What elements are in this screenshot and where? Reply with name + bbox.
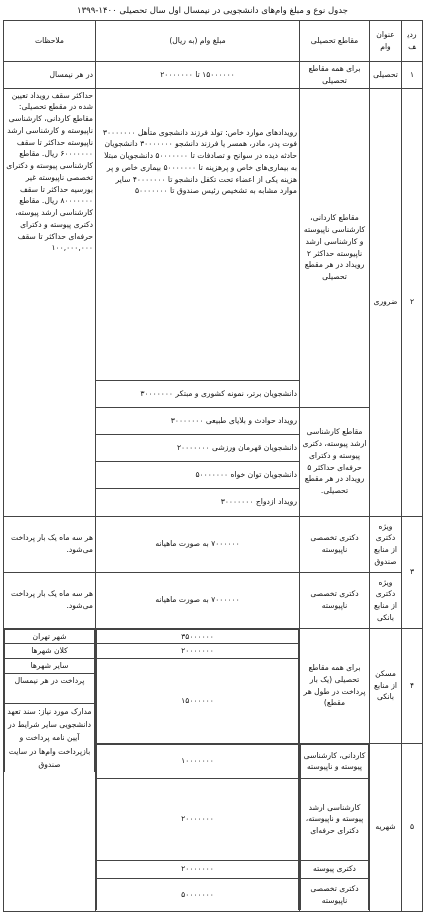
loan-title: مسکن از منابع بانکی	[370, 628, 402, 743]
level-cell: دکتری تخصصی ناپیوسته	[300, 516, 370, 572]
tuition-levels	[300, 744, 369, 911]
level-cell: دکتری تخصصی ناپیوسته	[300, 572, 370, 628]
amount-cell: ۱۵۰۰۰۰۰۰ تا ۲۰۰۰۰۰۰۰	[96, 62, 300, 89]
header-amount: مبلغ وام (به ریال)	[96, 21, 300, 62]
amount-cell: دانشجویان قهرمان ورزشی ۲۰۰۰۰۰۰۰	[96, 434, 300, 461]
level-cell: برای همه مقاطع تحصیلی	[300, 62, 370, 89]
tuition-amount: ۵۰۰۰۰۰۰۰	[97, 878, 299, 910]
note-cell: حداکثر سقف رویداد تعیین شده در مقطع تحصیلی: مقاطع کاردانی، کارشناسی ناپیوسته و کارشناسی ارشد ناپیوسته حداکثر تا سقف ۶۰۰۰۰۰۰۰ ریال. مقاطع کارشناسی پیوسته و دکترای تخصصی ناپیوسته غیر بورسیه حداکثر تا سقف ۸۰۰۰۰۰۰۰ ریال. مقاطع کارشناسی ارشد پیوسته، دکتری پیوسته و دکترای حرفه‌ای حداکثر تا سقف ۱۰۰,۰۰۰,۰۰۰	[4, 88, 96, 516]
row-number: ۱	[402, 62, 423, 89]
note-cell: در هر نیمسال	[4, 62, 96, 89]
amount-cell: ۷۰۰۰۰۰۰ به صورت ماهیانه	[96, 516, 300, 572]
level-cell	[300, 743, 370, 911]
amount-cell: ۷۰۰۰۰۰۰ به صورت ماهیانه	[96, 572, 300, 628]
housing-amounts	[96, 629, 299, 743]
level-cell: برای همه مقاطع تحصیلی (یک بار پرداخت در طول هر مقطع)	[300, 628, 370, 743]
amount-cell: دانشجویان برتر، نمونه کشوری و مبتکر ۳۰۰۰۰۰۰۰	[96, 380, 300, 407]
tuition-amount: ۲۰۰۰۰۰۰۰	[97, 778, 299, 860]
table-row	[4, 572, 423, 628]
header-notes: ملاحظات	[4, 21, 96, 62]
row-number: ۴	[402, 628, 423, 743]
table-row	[4, 88, 423, 380]
page-title: جدول نوع و مبلغ وام‌های دانشجویی در نیمسال اول سال تحصیلی ۱۴۰۰-۱۳۹۹	[77, 6, 348, 16]
loan-title: ویژه دکتری از منابع بانکی	[370, 572, 402, 628]
tuition-level: کاردانی، کارشناسی پیوسته و ناپیوسته	[301, 744, 369, 778]
row-number: ۲	[402, 88, 423, 516]
tuition-note: مدارک مورد نیاز: سند تعهد دانشجویی سایر شرایط در آیین نامه پرداخت و بازپرداخت وام‌ها در سایت صندوق	[5, 703, 95, 772]
housing-amount-other: ۱۵۰۰۰۰۰۰	[97, 659, 299, 743]
row-number: ۳	[402, 516, 423, 628]
loan-title: ویژه دکتری از منابع صندوق	[370, 516, 402, 572]
housing-note: پرداخت در هر نیمسال	[5, 673, 95, 703]
level-cell: مقاطع کارشناسی ارشد پیوسته، دکتری پیوسته و دکترای حرفه‌ای حداکثر ۵ رویداد در هر مقطع تحصیلی.	[300, 407, 370, 516]
amount-cell	[96, 628, 300, 743]
note-cell	[4, 628, 96, 911]
note-cell: هر سه ماه یک بار پرداخت می‌شود.	[4, 516, 96, 572]
housing-amount-tehran: ۳۵۰۰۰۰۰۰	[97, 629, 299, 644]
city-metro: کلان شهرها	[5, 644, 95, 659]
loan-table	[3, 20, 423, 912]
city-other: سایر شهرها	[5, 659, 95, 674]
loan-title: ضروری	[370, 88, 402, 516]
amount-cell: رویداد حوادث و بلایای طبیعی ۳۰۰۰۰۰۰۰	[96, 407, 300, 434]
tuition-amount: ۱۰۰۰۰۰۰۰	[97, 744, 299, 778]
note-cell: هر سه ماه یک بار پرداخت می‌شود.	[4, 572, 96, 628]
table-row	[4, 516, 423, 572]
amount-cell: دانشجویان توان خواه ۵۰۰۰۰۰۰۰	[96, 461, 300, 488]
tuition-level: دکتری پیوسته	[301, 860, 369, 878]
housing-cities	[4, 629, 95, 773]
amount-cell: رویدادهای موارد خاص: تولد فرزند دانشجوی متأهل ۳۰۰۰۰۰۰۰ فوت پدر، مادر، همسر یا فرزند دانشجو ۳۰۰۰۰۰۰۰ دانشجویان حادثه دیده در سوانح و تصادفات تا ۵۰۰۰۰۰۰۰ دانشجویان مبتلا به بیماری‌های خاص و پرهزینه تا ۵۰۰۰۰۰۰۰ بیماری خاص و پر هزینه یکی از اعضاء تحت تکفل دانشجو تا ۴۰۰۰۰۰۰۰ سایر موارد مشابه به تشخیص رئیس صندوق تا ۵۰۰۰۰۰۰۰	[96, 88, 300, 380]
header-row	[4, 21, 423, 62]
header-row-no: ردیف	[402, 21, 423, 62]
tuition-level: کارشناسی ارشد پیوسته و ناپیوسته، دکترای حرفه‌ای	[301, 778, 369, 860]
amount-cell: رویداد ازدواج ۳۰۰۰۰۰۰۰	[96, 488, 300, 516]
level-cell: مقاطع کاردانی، کارشناسی ناپیوسته و کارشناسی ارشد ناپیوسته حداکثر ۲ رویداد در هر مقطع تحصیلی	[300, 88, 370, 407]
loan-title: تحصیلی	[370, 62, 402, 89]
header-loan-title: عنوان وام	[370, 21, 402, 62]
amount-cell	[96, 743, 300, 911]
table-row	[4, 628, 423, 743]
header-level: مقاطع تحصیلی	[300, 21, 370, 62]
tuition-amount: ۲۰۰۰۰۰۰۰	[97, 860, 299, 878]
table-row	[4, 62, 423, 89]
housing-amount-metro: ۲۰۰۰۰۰۰۰	[97, 644, 299, 659]
loan-title: شهریه	[370, 743, 402, 911]
city-tehran: شهر تهران	[5, 629, 95, 644]
tuition-amounts	[96, 744, 299, 911]
tuition-level: دکتری تخصصی ناپیوسته	[301, 878, 369, 910]
row-number: ۵	[402, 743, 423, 911]
